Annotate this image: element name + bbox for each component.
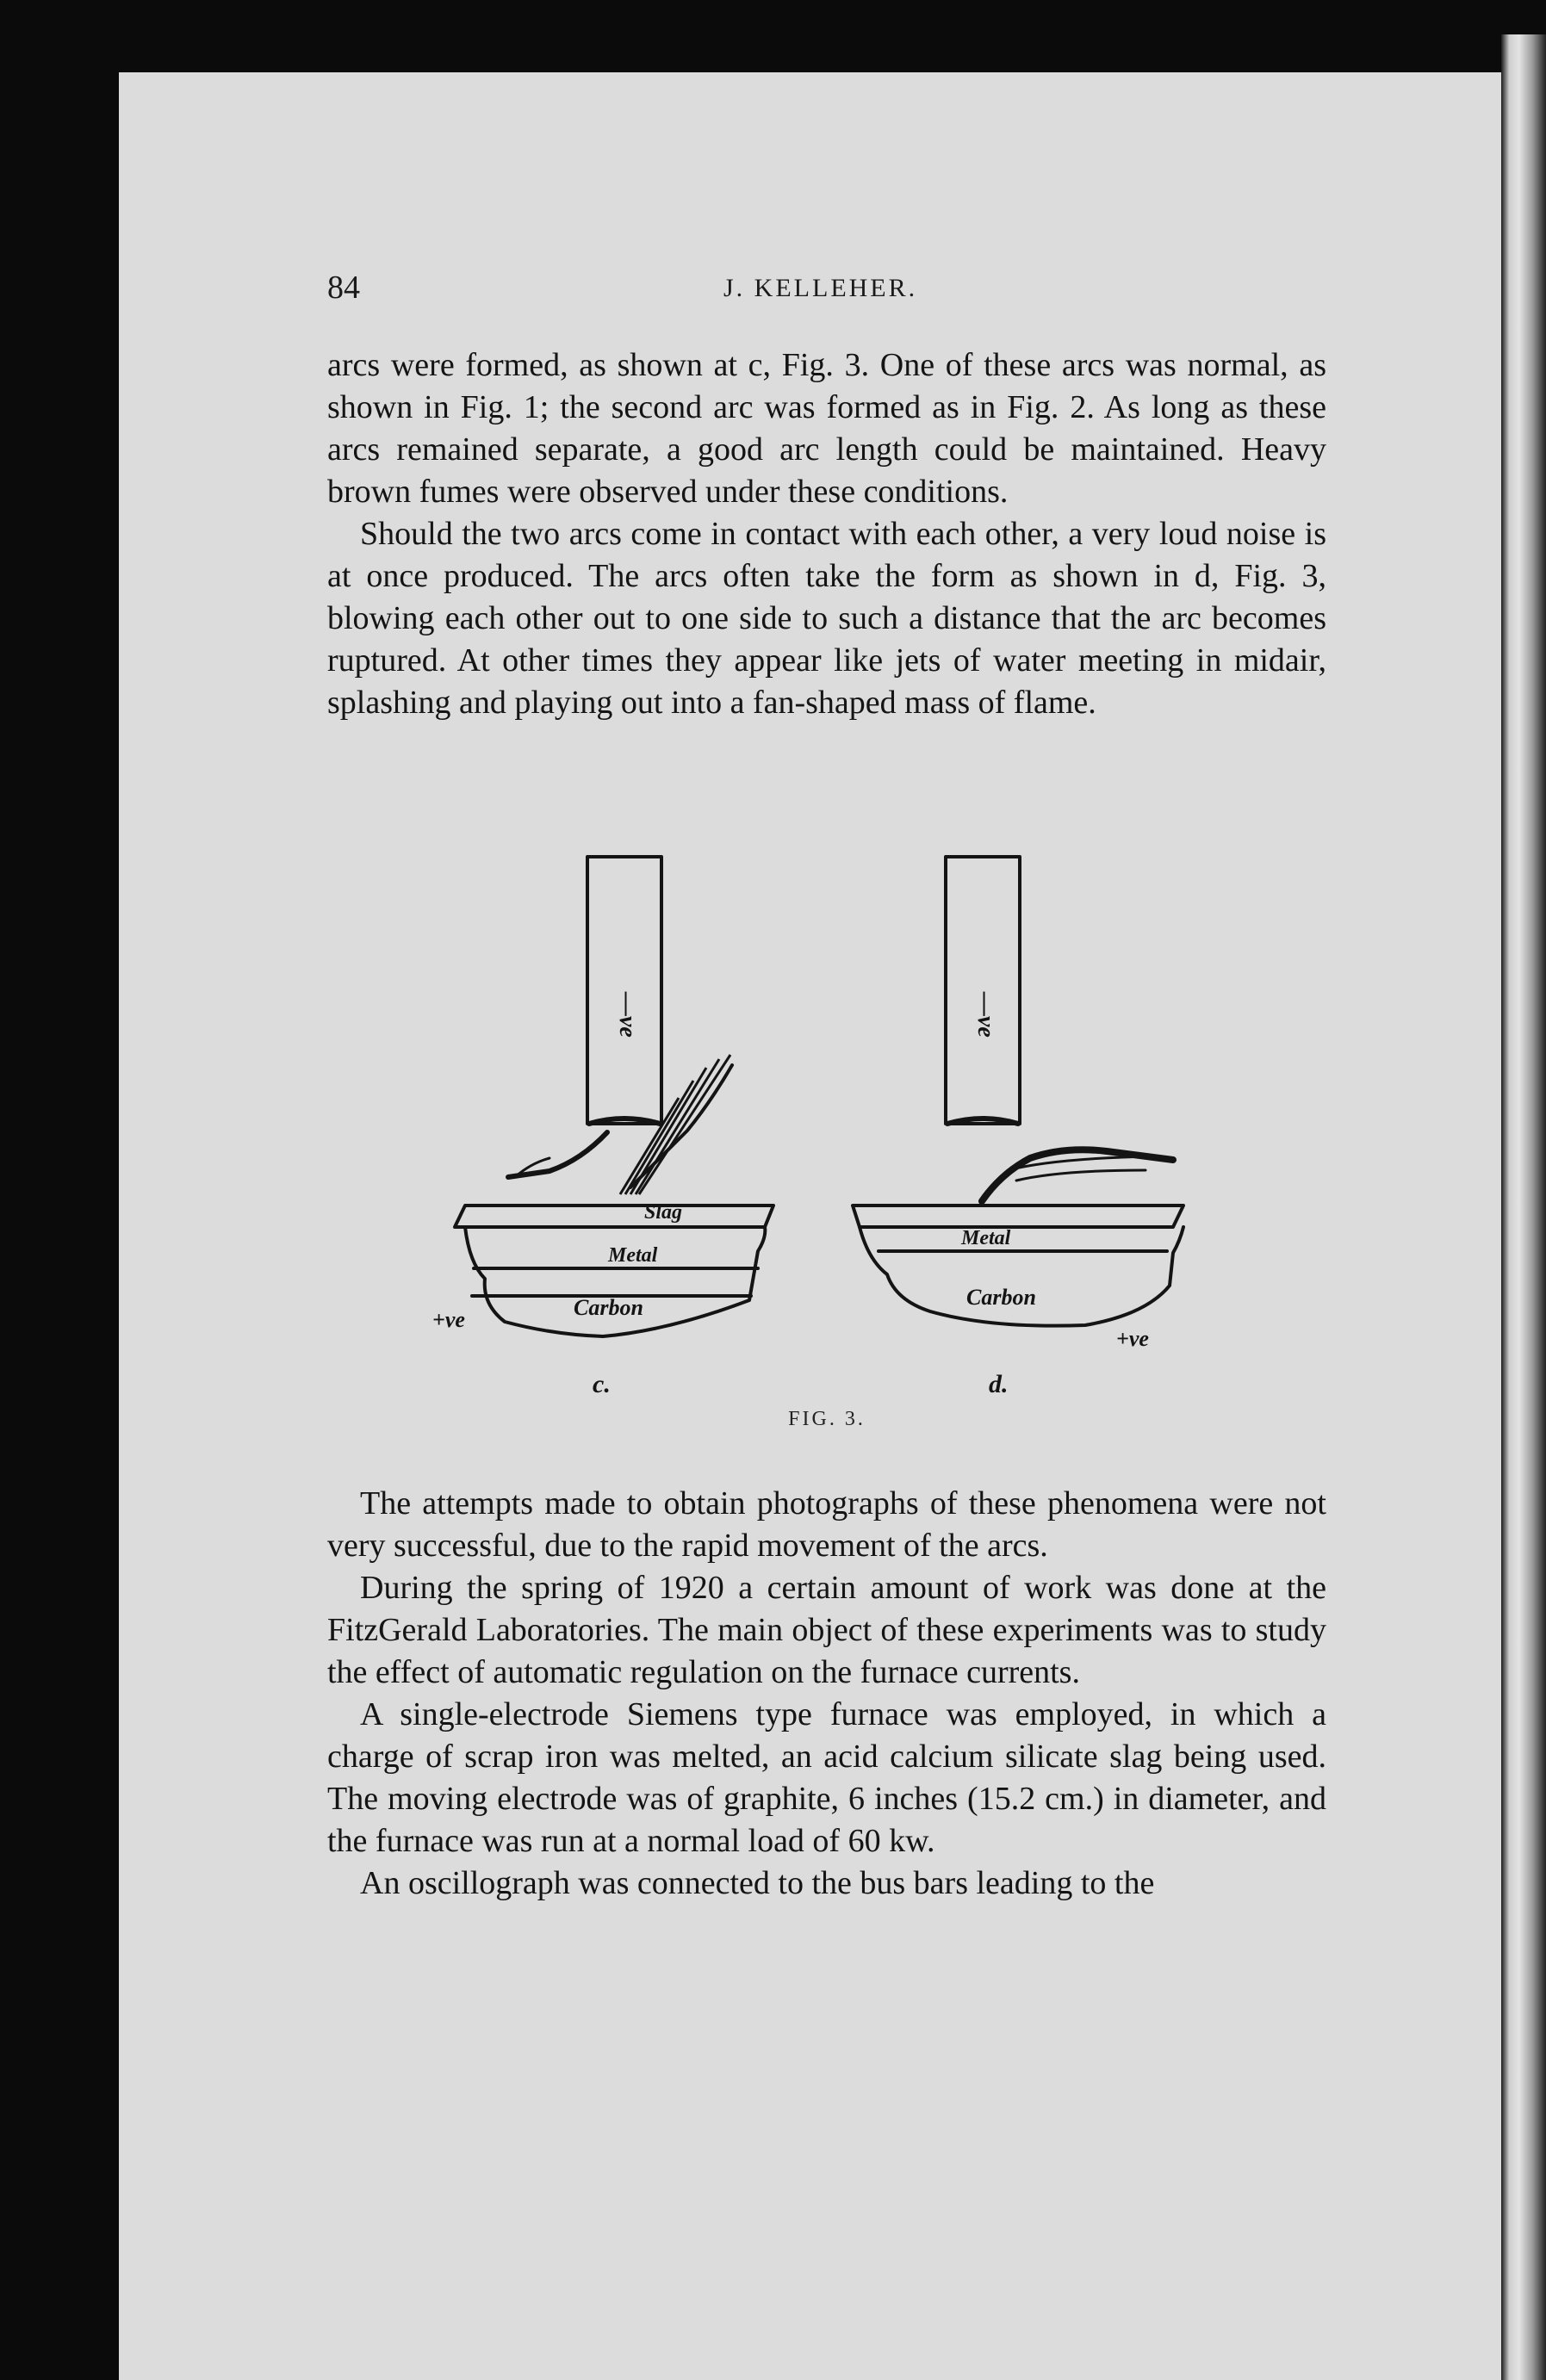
- electrode-label-left: —ve: [614, 992, 641, 1038]
- polarity-label-left: +ve: [432, 1307, 465, 1332]
- electrode-left: [587, 857, 661, 1124]
- crucible-body-right: [860, 1227, 1183, 1326]
- metal-label-right: Metal: [961, 1227, 1011, 1249]
- electrode-right: [946, 857, 1020, 1124]
- paragraph: arcs were formed, as shown at c, Fig. 3. One of these arcs was normal, as shown in Fig. 1; the second arc was formed as in Fig. 2. As long as these arcs remained separate, a good arc length could be maintained. Heavy brown fumes were observed under these conditions.: [327, 347, 1326, 510]
- body-text-bottom: [327, 1483, 1326, 1905]
- electrode-label-right: —ve: [972, 992, 999, 1038]
- figure-drawing: [327, 840, 1326, 1442]
- polarity-label-right: +ve: [1116, 1326, 1149, 1351]
- carbon-label-left: Carbon: [574, 1295, 643, 1320]
- paragraph: A single-electrode Siemens type furnace was employed, in which a charge of scrap iron was melted, an acid calcium silicate slag being used. The moving electrode was of graphite, 6 inches (15.2 cm.) in diameter, and the furnace was run at a normal load of 60 kw.: [327, 1696, 1326, 1859]
- panel-label-d: d.: [989, 1370, 1009, 1398]
- crucible-rim-left: [455, 1205, 773, 1227]
- slag-label-left: Slag: [644, 1201, 683, 1224]
- metal-label-left: Metal: [608, 1244, 658, 1267]
- figure-caption: FIG. 3.: [788, 1408, 866, 1430]
- body-text-top: [327, 344, 1326, 724]
- page-header: [327, 269, 1326, 312]
- running-head: J. KELLEHER.: [723, 274, 918, 302]
- crucible-rim-right: [853, 1205, 1183, 1227]
- figure-3: [327, 840, 1326, 1442]
- paragraph: During the spring of 1920 a certain amount of work was done at the FitzGerald Laboratories. The main object of these experiments was to study the effect of automatic regulation on the furnace currents.: [327, 1570, 1326, 1690]
- page-number: 84: [327, 270, 360, 306]
- panel-label-c: c.: [593, 1370, 611, 1398]
- paragraph: An oscillograph was connected to the bus bars leading to the: [360, 1865, 1155, 1901]
- paragraph: Should the two arcs come in contact with each other, a very loud noise is at once produced. The arcs often take the form as shown in d, Fig. 3, blowing each other out to one side to such a distance that the arc becomes ruptured. At other times they appear like jets of water meeting in midair, splashing and playing out into a fan-shaped mass of flame.: [327, 516, 1326, 721]
- carbon-label-right: Carbon: [966, 1285, 1036, 1310]
- page-edge: [1501, 34, 1546, 2380]
- blown-arc-right-stroke: [1016, 1170, 1146, 1181]
- paragraph: The attempts made to obtain photographs of these phenomena were not very successful, due to the rapid movement of the arcs.: [327, 1485, 1326, 1564]
